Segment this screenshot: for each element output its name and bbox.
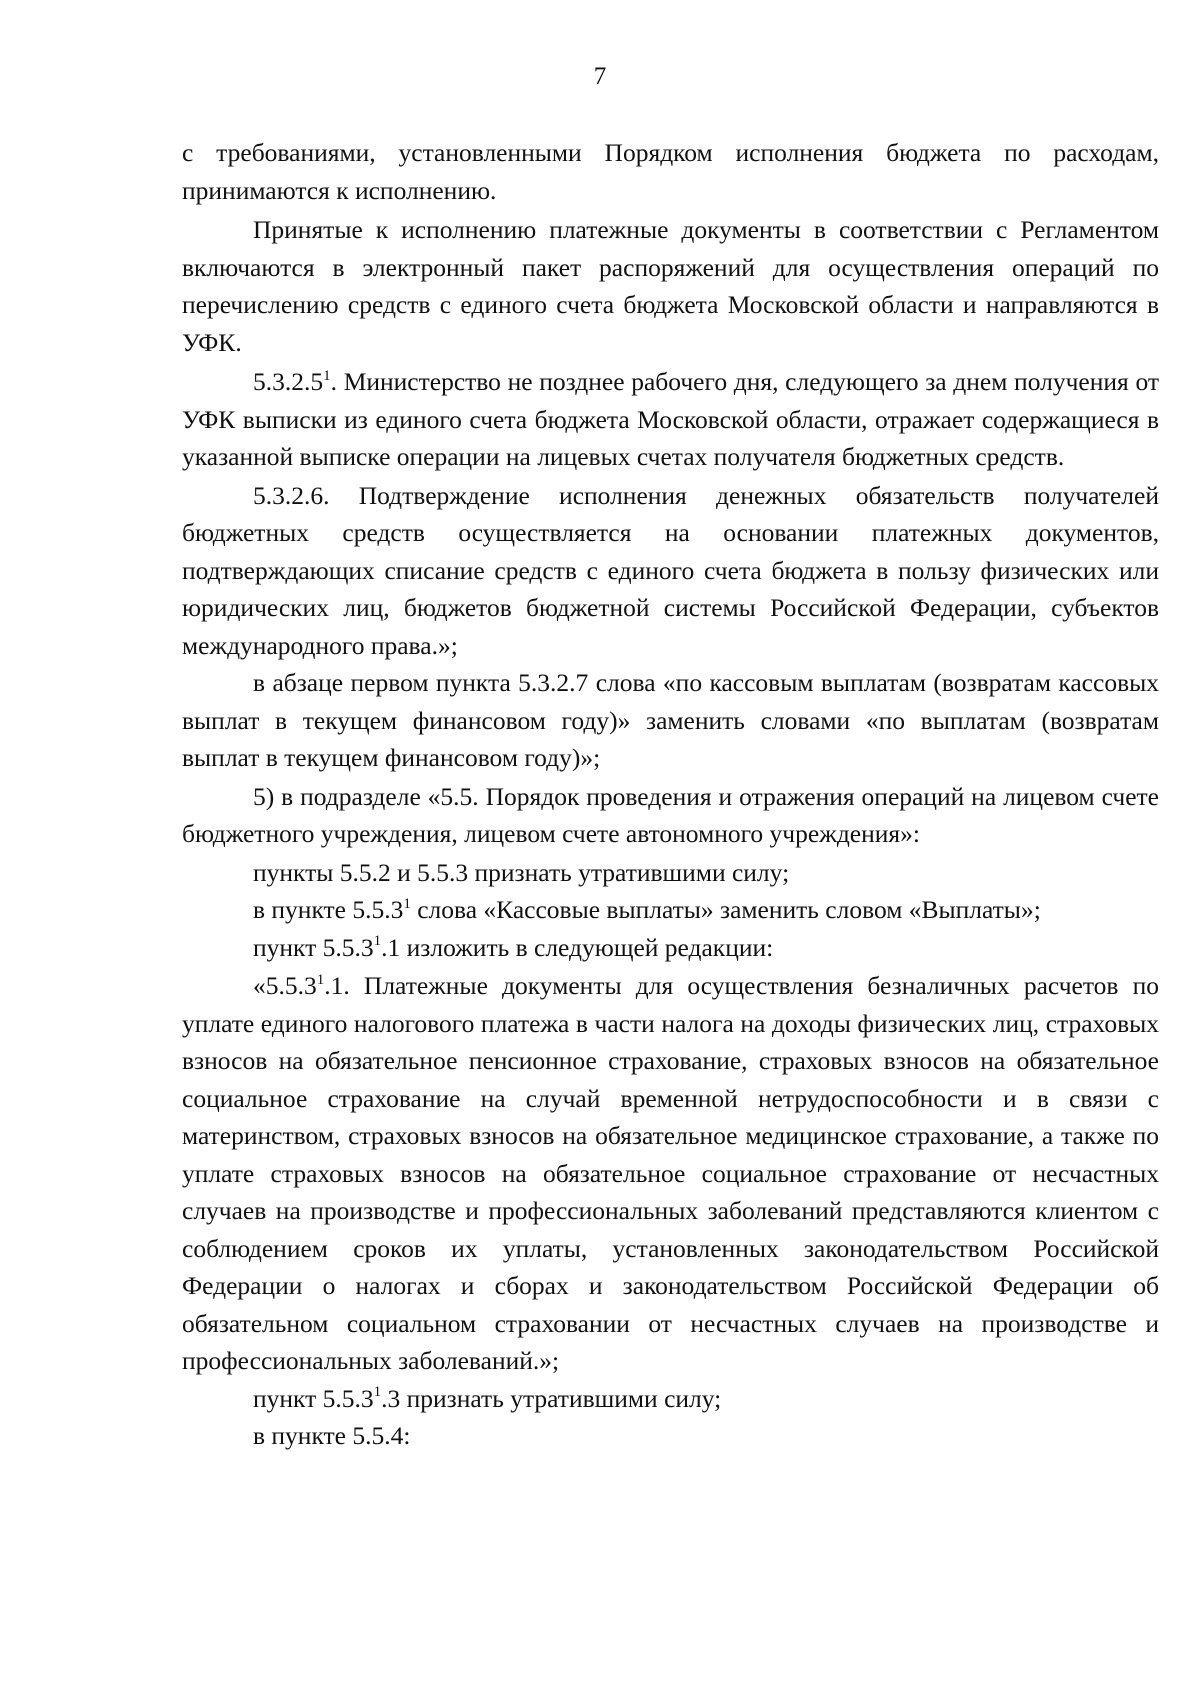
- clause-text: .1. Платежные документы для осуществления безналичных расчетов по уплате единого налогового платежа в части налога на доходы физических лиц, страховых взносов на обязательное пенсионное страхование, страховых взносов на обязательное социальное страхование на случай временной нетрудоспособности и в связи с материнством, страховых взносов на обязательное медицинское страхование, а также по уплате страховых взносов на обязательное социальное страхование от несчастных случаев на производстве и профессиональных заболеваний представляются клиентом с соблюдением сроков их уплаты, установленных законодательством Российской Федерации о налогах и сборах и законодательством Российской Федерации об обязательном социальном страховании от несчастных случаев на производстве и профессиональных заболеваний.»;: [182, 971, 1159, 1375]
- superscript-index: 1: [316, 971, 325, 988]
- paragraph-continuation: с требованиями, установленными Порядком исполнения бюджета по расходам, принимаются к исполнению.: [182, 138, 1159, 205]
- paragraph-subsection-5-5: 5) в подразделе «5.5. Порядок проведения и отражения операций на лицевом счете бюджетного учреждения, лицевом счете автономного учреждения»:: [182, 781, 1159, 848]
- superscript-index: 1: [403, 895, 411, 912]
- page-number: 7: [593, 63, 607, 90]
- paragraph-5-5-3-1-3-repeal: [182, 1380, 1159, 1418]
- superscript-index: 1: [323, 367, 331, 384]
- superscript-index: 1: [373, 933, 382, 949]
- paragraph-5-5-4-lead: в пункте 5.5.4:: [253, 1421, 411, 1450]
- document-body: [182, 134, 1159, 1455]
- paragraph-5-5-3-1-1-text: [182, 967, 1159, 1380]
- clause-text: .1 изложить в следующей редакции:: [381, 932, 774, 962]
- paragraph-5-3-2-5-1: [182, 363, 1159, 476]
- paragraph-5-3-2-6: 5.3.2.6. Подтверждение исполнения денежных обязательств получателей бюджетных средств осуществляется на основании платежных документов, подтверждающих списание средств с единого счета бюджета в пользу физических или юридических лиц, бюджетов бюджетной системы Российской Федерации, субъектов международного права.»;: [182, 480, 1159, 660]
- paragraph-5-5-3-1-1-lead: [182, 929, 1159, 967]
- clause-number: «5.5.3: [253, 971, 317, 1000]
- clause-text: .3 признать утратившими силу;: [381, 1383, 722, 1413]
- clause-lead: в пункте 5.5.3: [253, 895, 404, 924]
- superscript-index: 1: [373, 1384, 382, 1400]
- clause-lead: пункт 5.5.3: [253, 932, 374, 962]
- clause-text: слова «Кассовые выплаты» заменить словом «Выплаты»;: [410, 895, 1041, 924]
- paragraph-accepted-documents: Принятые к исполнению платежные документы в соответствии с Регламентом включаются в электронный пакет распоряжений для осуществления операций по перечислению средств с единого счета бюджета Московской области и направляются в УФК.: [182, 215, 1159, 357]
- clause-number: 5.3.2.5: [253, 367, 324, 396]
- clause-lead: пункт 5.5.3: [253, 1383, 374, 1413]
- paragraph-5-3-2-7-amendment: в абзаце первом пункта 5.3.2.7 слова «по кассовым выплатам (возвратам кассовых выплат в текущем финансовом году)» заменить словами «по выплатам (возвратам выплат в текущем финансовом году)»;: [182, 668, 1159, 772]
- paragraph-5-5-3-1-amendment: [182, 891, 1159, 929]
- clause-text: . Министерство не позднее рабочего дня, следующего за днем получения от УФК выписки из единого счета бюджета Московской области, отражает содержащиеся в указанной выписке операции на лицевых счетах получателя бюджетных средств.: [182, 367, 1159, 471]
- paragraph-5-5-2-repeal: пункты 5.5.2 и 5.5.3 признать утратившими силу;: [253, 857, 790, 887]
